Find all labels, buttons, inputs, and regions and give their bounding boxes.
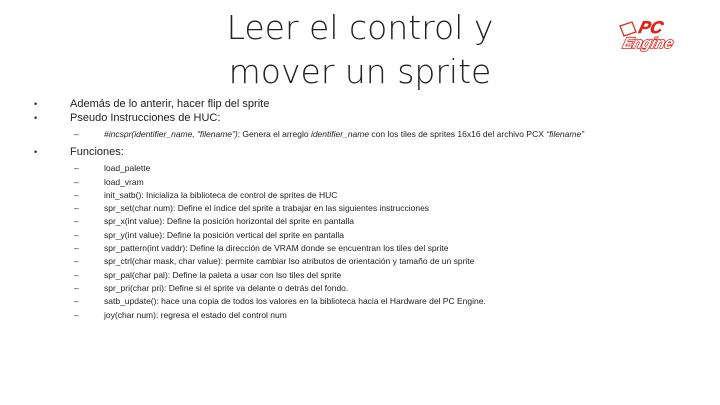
- function-text: spr_pri(char pri): Define si el sprite va delante o detrás del fondo.: [104, 282, 349, 293]
- function-item: [34, 189, 714, 202]
- bullet-item: [34, 111, 714, 125]
- incspr-desc-2: con los tiles de sprites 16x16 del archivo PCX: [369, 129, 547, 139]
- dash-icon: –: [74, 163, 79, 174]
- function-item: [34, 295, 714, 308]
- title-line-1: Leer el control y: [226, 8, 494, 47]
- dash-icon: –: [74, 243, 79, 254]
- dash-icon: –: [74, 189, 79, 200]
- bullet-item: [34, 145, 714, 159]
- bullet-text: Pseudo Instrucciones de HUC:: [70, 112, 221, 124]
- incspr-signature: #incspr(identifier_name, “filename”): [104, 129, 238, 139]
- function-item: [34, 229, 714, 242]
- dash-icon: –: [74, 216, 79, 227]
- sub-bullet-item: [34, 128, 714, 141]
- dash-icon: –: [74, 229, 79, 240]
- function-text: spr_set(char num): Define el índice del sprite a trabajar en las siguientes instrucciones: [104, 203, 430, 214]
- functions-label: Funciones:: [70, 146, 124, 159]
- dash-icon: –: [74, 176, 79, 187]
- function-text: joy(char num): regresa el estado del control num: [104, 309, 287, 320]
- bullet-icon: •: [34, 147, 38, 158]
- bullet-item: [34, 97, 714, 111]
- logo-swoosh-icon: [620, 22, 636, 36]
- function-text: spr_x(int value): Define la posición horizontal del sprite en pantalla: [104, 216, 354, 227]
- function-text: spr_ctrl(char mask, char value): permite cambiar lso atributos de orientación y tamaño de un sprite: [104, 256, 475, 267]
- slide-title: [180, 6, 540, 94]
- dash-icon: –: [74, 282, 79, 293]
- dash-icon: –: [74, 296, 79, 307]
- dash-icon: –: [74, 269, 79, 280]
- function-text: satb_update(): hace una copia de todos los valores en la biblioteca hacia el Hardware del PC Engine.: [104, 296, 486, 307]
- bullet-icon: •: [34, 113, 38, 123]
- title-line-2: mover un sprite: [228, 52, 492, 91]
- functions-list: [34, 162, 714, 322]
- function-item: [34, 176, 714, 189]
- function-item: [34, 202, 714, 215]
- pc-engine-logo: [612, 16, 694, 52]
- function-item: [34, 242, 714, 255]
- dash-icon: –: [74, 203, 79, 214]
- function-item: [34, 255, 714, 268]
- incspr-identifier: identifier_name: [310, 129, 370, 139]
- bullet-list: [34, 97, 714, 322]
- function-text: init_satb(): Inicializa la biblioteca de control de sprites de HUC: [104, 189, 338, 200]
- logo-text-top: PC: [636, 17, 666, 37]
- function-item: [34, 162, 714, 175]
- function-item: [34, 282, 714, 295]
- dash-icon: –: [74, 129, 79, 139]
- bullet-text: Además de lo anterir, hacer flip del sprite: [70, 98, 270, 110]
- function-text: spr_y(int value): Define la posición vertical del sprite en pantalla: [104, 229, 345, 240]
- function-item: [34, 309, 714, 322]
- function-item: [34, 269, 714, 282]
- function-text: spr_pattern(int vaddr): Define la dirección de VRAM donde se encuentran los tiles del sprite: [104, 243, 449, 254]
- function-item: [34, 215, 714, 228]
- logo-text-bottom: Engine: [621, 35, 676, 52]
- dash-icon: –: [74, 256, 79, 267]
- function-text: load_vram: [104, 176, 144, 187]
- incspr-desc-1: : Genera el arreglo: [237, 129, 311, 139]
- bullet-icon: •: [34, 99, 38, 109]
- function-text: spr_pal(char pal): Define la paleta a usar con lso tiles del sprite: [104, 269, 342, 280]
- dash-icon: –: [74, 309, 79, 320]
- function-text: load_palette: [104, 163, 151, 174]
- incspr-filename: “filename”: [546, 129, 585, 139]
